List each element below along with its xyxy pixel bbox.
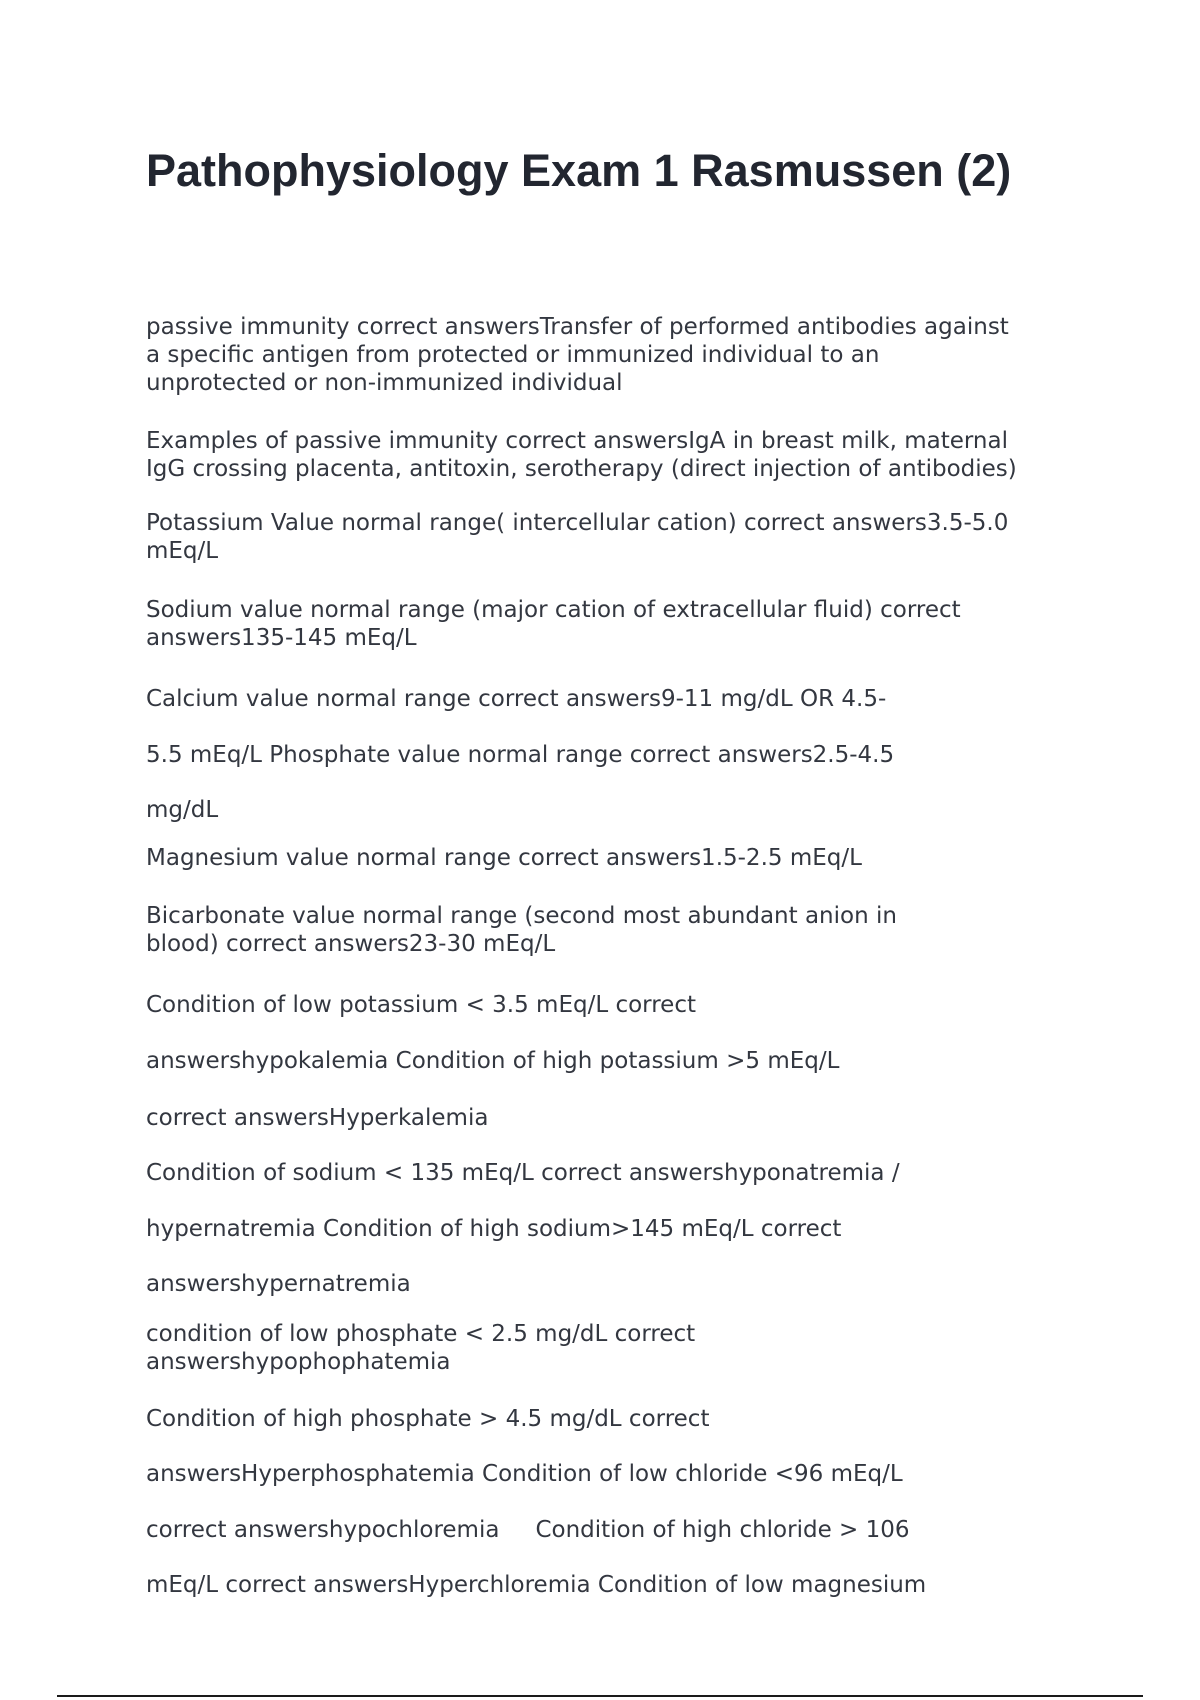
text-line: answers135-145 mEq/L	[146, 625, 417, 651]
text-line: Condition of high phosphate > 4.5 mg/dL correct	[146, 1406, 710, 1432]
text-line: mg/dL	[146, 797, 219, 823]
text-line: unprotected or non-immunized individual	[146, 370, 623, 396]
text-line: hypernatremia Condition of high sodium>145 mEq/L correct	[146, 1216, 842, 1242]
text-line: correct answersHyperkalemia	[146, 1105, 489, 1131]
text-line: Condition of low potassium < 3.5 mEq/L correct	[146, 992, 696, 1018]
text-segment: Condition of high chloride > 106	[535, 1517, 910, 1543]
page-title: Pathophysiology Exam 1 Rasmussen (2)	[146, 145, 1012, 196]
text-line: answersHyperphosphatemia Condition of low chloride <96 mEq/L	[146, 1461, 903, 1487]
text-line: a specific antigen from protected or immunized individual to an	[146, 342, 880, 368]
text-segment: correct answershypochloremia	[146, 1517, 500, 1543]
text-line: Bicarbonate value normal range (second most abundant anion in	[146, 903, 897, 929]
text-line: Magnesium value normal range correct answers1.5-2.5 mEq/L	[146, 845, 862, 871]
text-line: Sodium value normal range (major cation of extracellular fluid) correct	[146, 597, 961, 623]
text-line: condition of low phosphate < 2.5 mg/dL correct	[146, 1321, 696, 1347]
text-line: Calcium value normal range correct answers9-11 mg/dL OR 4.5-	[146, 686, 887, 712]
text-line: 5.5 mEq/L Phosphate value normal range correct answers2.5-4.5	[146, 742, 895, 768]
text-line: blood) correct answers23-30 mEq/L	[146, 931, 556, 957]
text-line: passive immunity correct answersTransfer of performed antibodies against	[146, 314, 1009, 340]
text-line: mEq/L correct answersHyperchloremia Condition of low magnesium	[146, 1572, 927, 1598]
text-line	[146, 1516, 910, 1544]
text-line: answershypernatremia	[146, 1271, 411, 1297]
text-line: IgG crossing placenta, antitoxin, serotherapy (direct injection of antibodies)	[146, 456, 1017, 482]
text-line: answershypokalemia Condition of high potassium >5 mEq/L	[146, 1048, 840, 1074]
text-line: Examples of passive immunity correct answersIgA in breast milk, maternal	[146, 428, 1008, 454]
text-line: mEq/L	[146, 538, 219, 564]
text-line: Condition of sodium < 135 mEq/L correct answershyponatremia /	[146, 1160, 900, 1186]
page-bottom-rule	[57, 1695, 1143, 1697]
text-line: answershypophophatemia	[146, 1349, 451, 1375]
text-line: Potassium Value normal range( intercellular cation) correct answers3.5-5.0	[146, 510, 1009, 536]
